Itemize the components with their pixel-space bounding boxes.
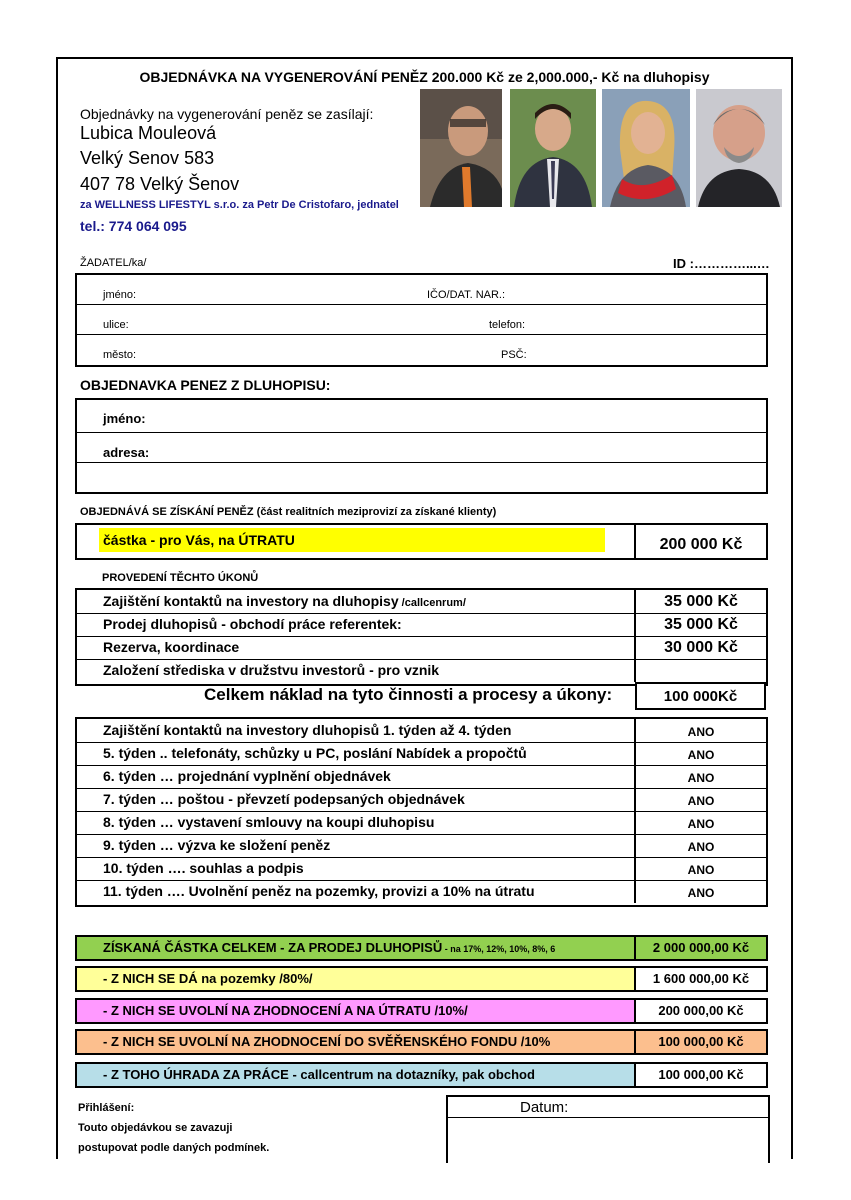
schedule-label: Zajištění kontaktů na investory dluhopisů 1. týden až 4. týden [103,722,512,738]
recipient-city: 407 78 Velký Šenov [80,174,240,194]
amount-label: částka - pro Vás, na ÚTRATU [103,532,295,548]
bond-order-box [75,398,768,494]
person-photo-2 [510,89,596,207]
summary-work-bar [75,1062,768,1088]
amount-box [75,523,768,560]
schedule-value: ANO [634,857,766,880]
schedule-label: 8. týden … vystavení smlouvy na koupi dluhopisu [103,814,435,830]
task-value: 35 000 Kč [634,613,766,636]
summary-label: - Z TOHO ÚHRADA ZA PRÁCE - callcentrum na dotazníky, pak obchod [103,1067,535,1082]
phone-line: tel.: 774 064 095 [80,218,187,234]
person-photo-4 [696,89,782,207]
schedule-label: 6. týden … projednání vyplnění objednávek [103,768,391,784]
table-row [77,613,766,637]
tasks-total-label: Celkem náklad na tyto činnosti a procesy a úkony: [204,685,613,704]
table-row [77,659,766,682]
applicant-phone-field[interactable]: telefon: [489,319,526,331]
schedule-value: ANO [634,765,766,788]
person-photo-1 [420,89,502,207]
schedule-value: ANO [634,788,766,811]
task-label: Prodej dluhopisů - obchodí práce referentek: [103,616,402,632]
summary-label: - Z NICH SE UVOLNÍ NA ZHODNOCENÍ DO SVĚŘENSKÉHO FONDU /10% [103,1034,551,1049]
schedule-label: 5. týden .. telefonáty, schůzky u PC, poslání Nabídek a propočtů [103,745,527,761]
table-row [77,636,766,660]
schedule-label: 7. týden … poštou - převzetí podepsaných objednávek [103,791,465,807]
summary-value: 100 000,00 Kč [634,1064,766,1086]
order-form [56,57,793,1159]
applicant-ico-field[interactable]: IČO/DAT. NAR.: [427,289,506,301]
summary-spend-bar [75,998,768,1024]
bond-address-field[interactable]: adresa: [103,445,150,460]
money-heading-note: (část realitních meziprovizí za získané klienty) [253,506,497,518]
summary-land-bar [75,966,768,992]
person-photo-3 [602,89,690,207]
table-row [77,788,766,812]
table-row [77,880,766,903]
schedule-value: ANO [634,811,766,834]
applicant-name-field[interactable]: jméno: [103,289,137,301]
schedule-label: 11. týden …. Uvolnění peněz na pozemky, provizi a 10% na útratu [103,883,535,899]
applicant-label: ŽADATEL/ka/ [80,257,147,269]
schedule-value: ANO [634,834,766,857]
summary-value: 200 000,00 Kč [634,1000,766,1022]
date-box[interactable] [446,1095,770,1163]
task-value [634,659,766,682]
table-row [77,742,766,766]
summary-value: 100 000,00 Kč [634,1031,766,1053]
recipient-name: Lubica Mouleová [80,123,217,143]
task-value: 30 000 Kč [634,636,766,659]
commitment-line-2: postupovat podle daných podmínek. [78,1142,270,1154]
summary-value: 2 000 000,00 Kč [634,937,766,959]
schedule-value: ANO [634,880,766,903]
schedule-value: ANO [634,719,766,742]
applicant-zip-field[interactable]: PSČ: [501,349,527,361]
form-title: OBJEDNÁVKA NA VYGENEROVÁNÍ PENĚZ 200.000 Kč ze 2,000.000,- Kč na dluhopisy [139,69,710,85]
summary-label: - Z NICH SE UVOLNÍ NA ZHODNOCENÍ A NA ÚTRATU /10%/ [103,1003,468,1018]
schedule-table [75,717,768,907]
summary-label: ZÍSKANÁ ČÁSTKA CELKEM - ZA PRODEJ DLUHOPISŮ - na 17%, 12%, 10%, 8%, 6 [103,940,556,955]
summary-fund-bar [75,1029,768,1055]
bond-name-field[interactable]: jméno: [103,411,146,426]
address-intro: Objednávky na vygenerování peněz se zasílají: [80,106,374,122]
tasks-heading: PROVEDENÍ TĚCHTO ÚKONŮ [102,572,259,584]
applicant-town-field[interactable]: město: [103,349,137,361]
applicant-box [75,273,768,367]
schedule-label: 9. týden … výzva ke složení peněz [103,837,331,853]
tasks-total-value: 100 000Kč [635,682,766,710]
applicant-street-field[interactable]: ulice: [103,319,129,331]
table-row [77,857,766,881]
task-label: Rezerva, koordinace [103,639,240,655]
summary-total-bar [75,935,768,961]
recipient-street: Velký Senov 583 [80,148,215,168]
table-row [77,811,766,835]
bond-order-heading: OBJEDNAVKA PENEZ Z DLUHOPISU: [80,377,331,393]
date-label: Datum: [520,1099,569,1116]
summary-value: 1 600 000,00 Kč [634,968,766,990]
task-label: Zajištění kontaktů na investory na dluhopisy /callcenrum/ [103,593,466,609]
task-value: 35 000 Kč [634,590,766,613]
login-label: Přihlášení: [78,1102,135,1114]
task-label: Založení střediska v družstvu investorů - pro vznik [103,662,440,678]
id-label: ID :…………...… [673,256,770,271]
money-heading-main: OBJEDNÁVÁ SE ZÍSKÁNÍ PENĚZ [80,506,254,518]
tasks-table [75,588,768,686]
table-row [77,765,766,789]
commitment-line-1: Touto objedávkou se zavazuji [78,1122,233,1134]
schedule-label: 10. týden …. souhlas a podpis [103,860,304,876]
table-row [77,590,766,614]
table-row [77,719,766,743]
schedule-value: ANO [634,742,766,765]
amount-value: 200 000 Kč [634,525,766,558]
money-heading [80,506,496,518]
company-line: za WELLNESS LIFESTYL s.r.o. za Petr De Cristofaro, jednatel [80,199,399,211]
table-row [77,834,766,858]
summary-label: - Z NICH SE DÁ na pozemky /80%/ [103,971,313,986]
